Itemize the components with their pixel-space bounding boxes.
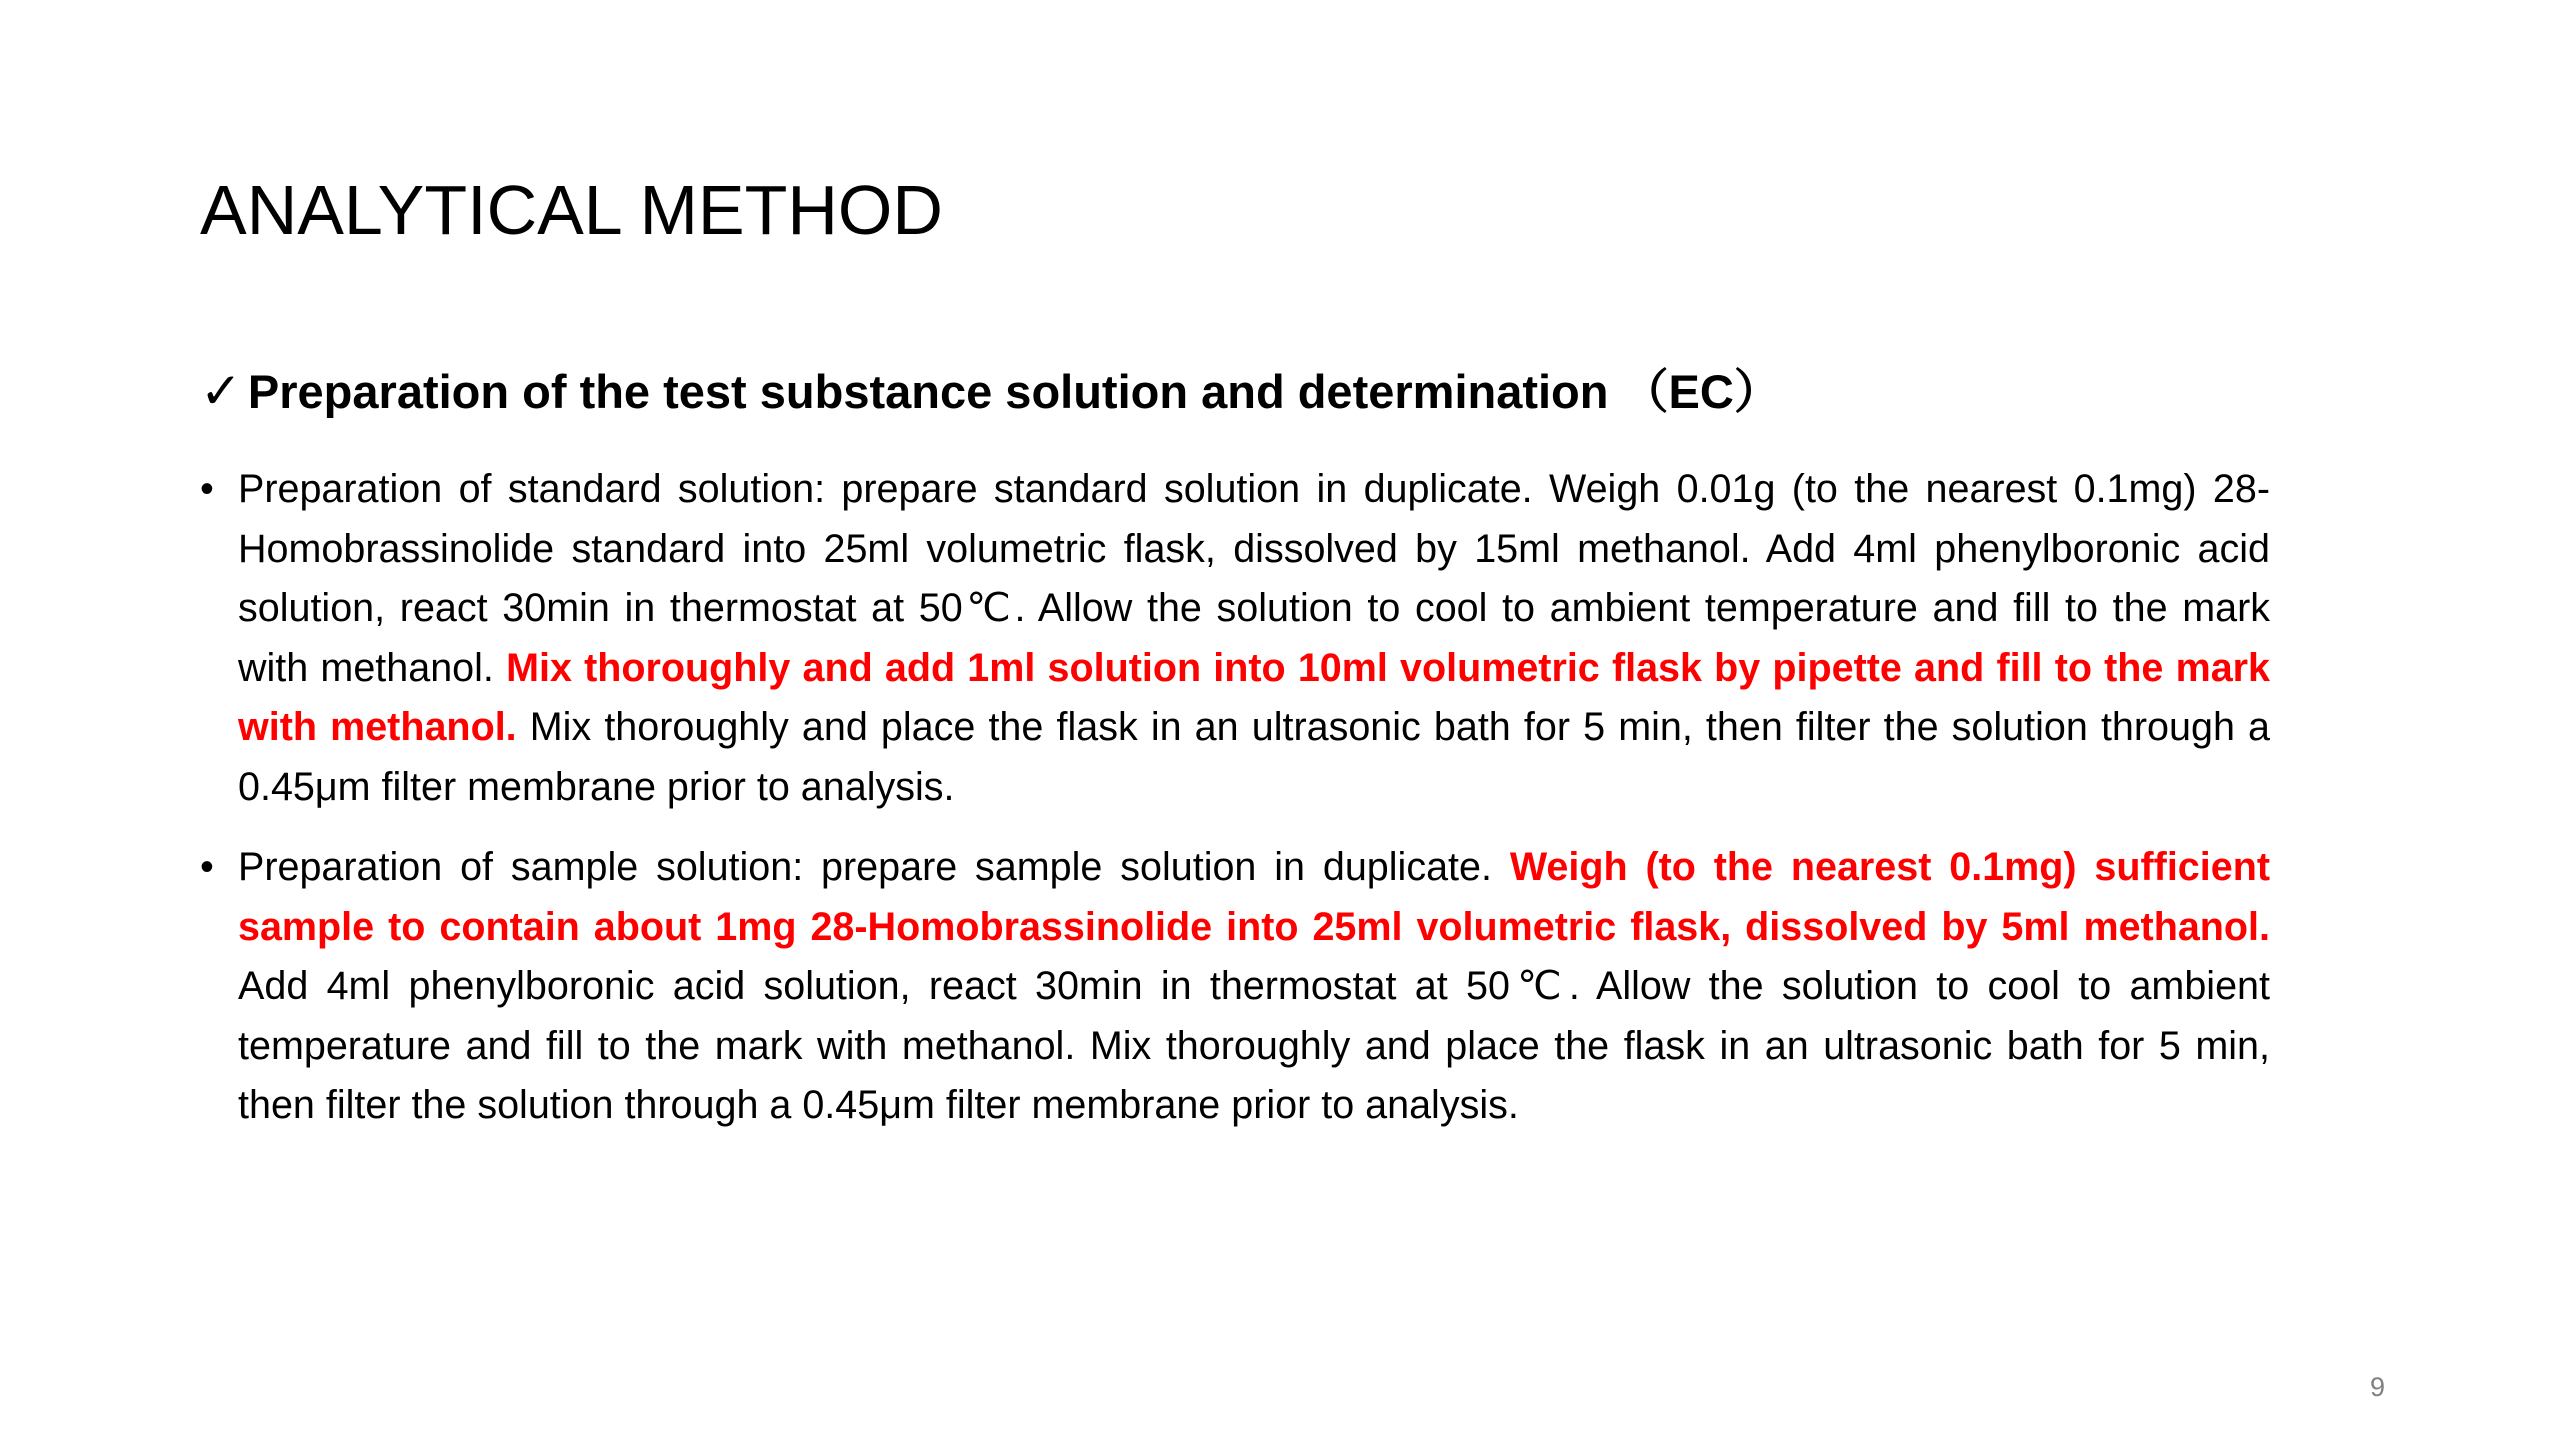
checkmark-icon: ✓	[200, 362, 242, 420]
bullet-text: Mix thoroughly and place the flask in an ultrasonic bath for 5 min, then filter the solution through a 0.45μm filter membrane prior to analysis.	[238, 705, 2270, 809]
bullet-icon: •	[200, 845, 214, 889]
section-heading-text: Preparation of the test substance solution and determination （EC）	[247, 365, 1781, 418]
bullet-list	[200, 460, 2270, 1157]
bullet-text: Preparation of standard solution: prepare standard solution in duplicate. Weigh 0.01g (to the nearest 0.1mg) 28-Homobrassinolide standard into 25ml volumetric flask, dissolved by 15ml methanol. Add 4ml phenylboronic acid solution, react 30min in thermostat at 50℃. Allow the solution to cool to ambient temperature and fill to the mark with methanol.	[238, 467, 2270, 690]
bullet-text: Preparation of sample solution: prepare sample solution in duplicate.	[238, 845, 1510, 889]
page-number: 9	[2369, 1372, 2385, 1402]
bullet-item-standard-solution	[200, 460, 2270, 817]
slide-title: ANALYTICAL METHOD	[200, 171, 943, 249]
highlighted-text: Weigh (to the nearest 0.1mg) sufficient sample to contain about 1mg 28-Homobrassinolide into 25ml volumetric flask, dissolved by 5ml methanol.	[238, 845, 2270, 949]
section-heading	[200, 362, 1781, 421]
bullet-item-sample-solution	[200, 838, 2270, 1136]
bullet-icon: •	[200, 467, 214, 511]
highlighted-text: Mix thoroughly and add 1ml solution into 10ml volumetric flask by pipette and fill to the mark with methanol.	[238, 645, 2270, 749]
bullet-text: Add 4ml phenylboronic acid solution, react 30min in thermostat at 50℃. Allow the solution to cool to ambient temperature and fill to the mark with methanol. Mix thoroughly and place the flask in an ultrasonic bath for 5 min, then filter the solution through a 0.45μm filter membrane prior to analysis.	[238, 964, 2270, 1127]
